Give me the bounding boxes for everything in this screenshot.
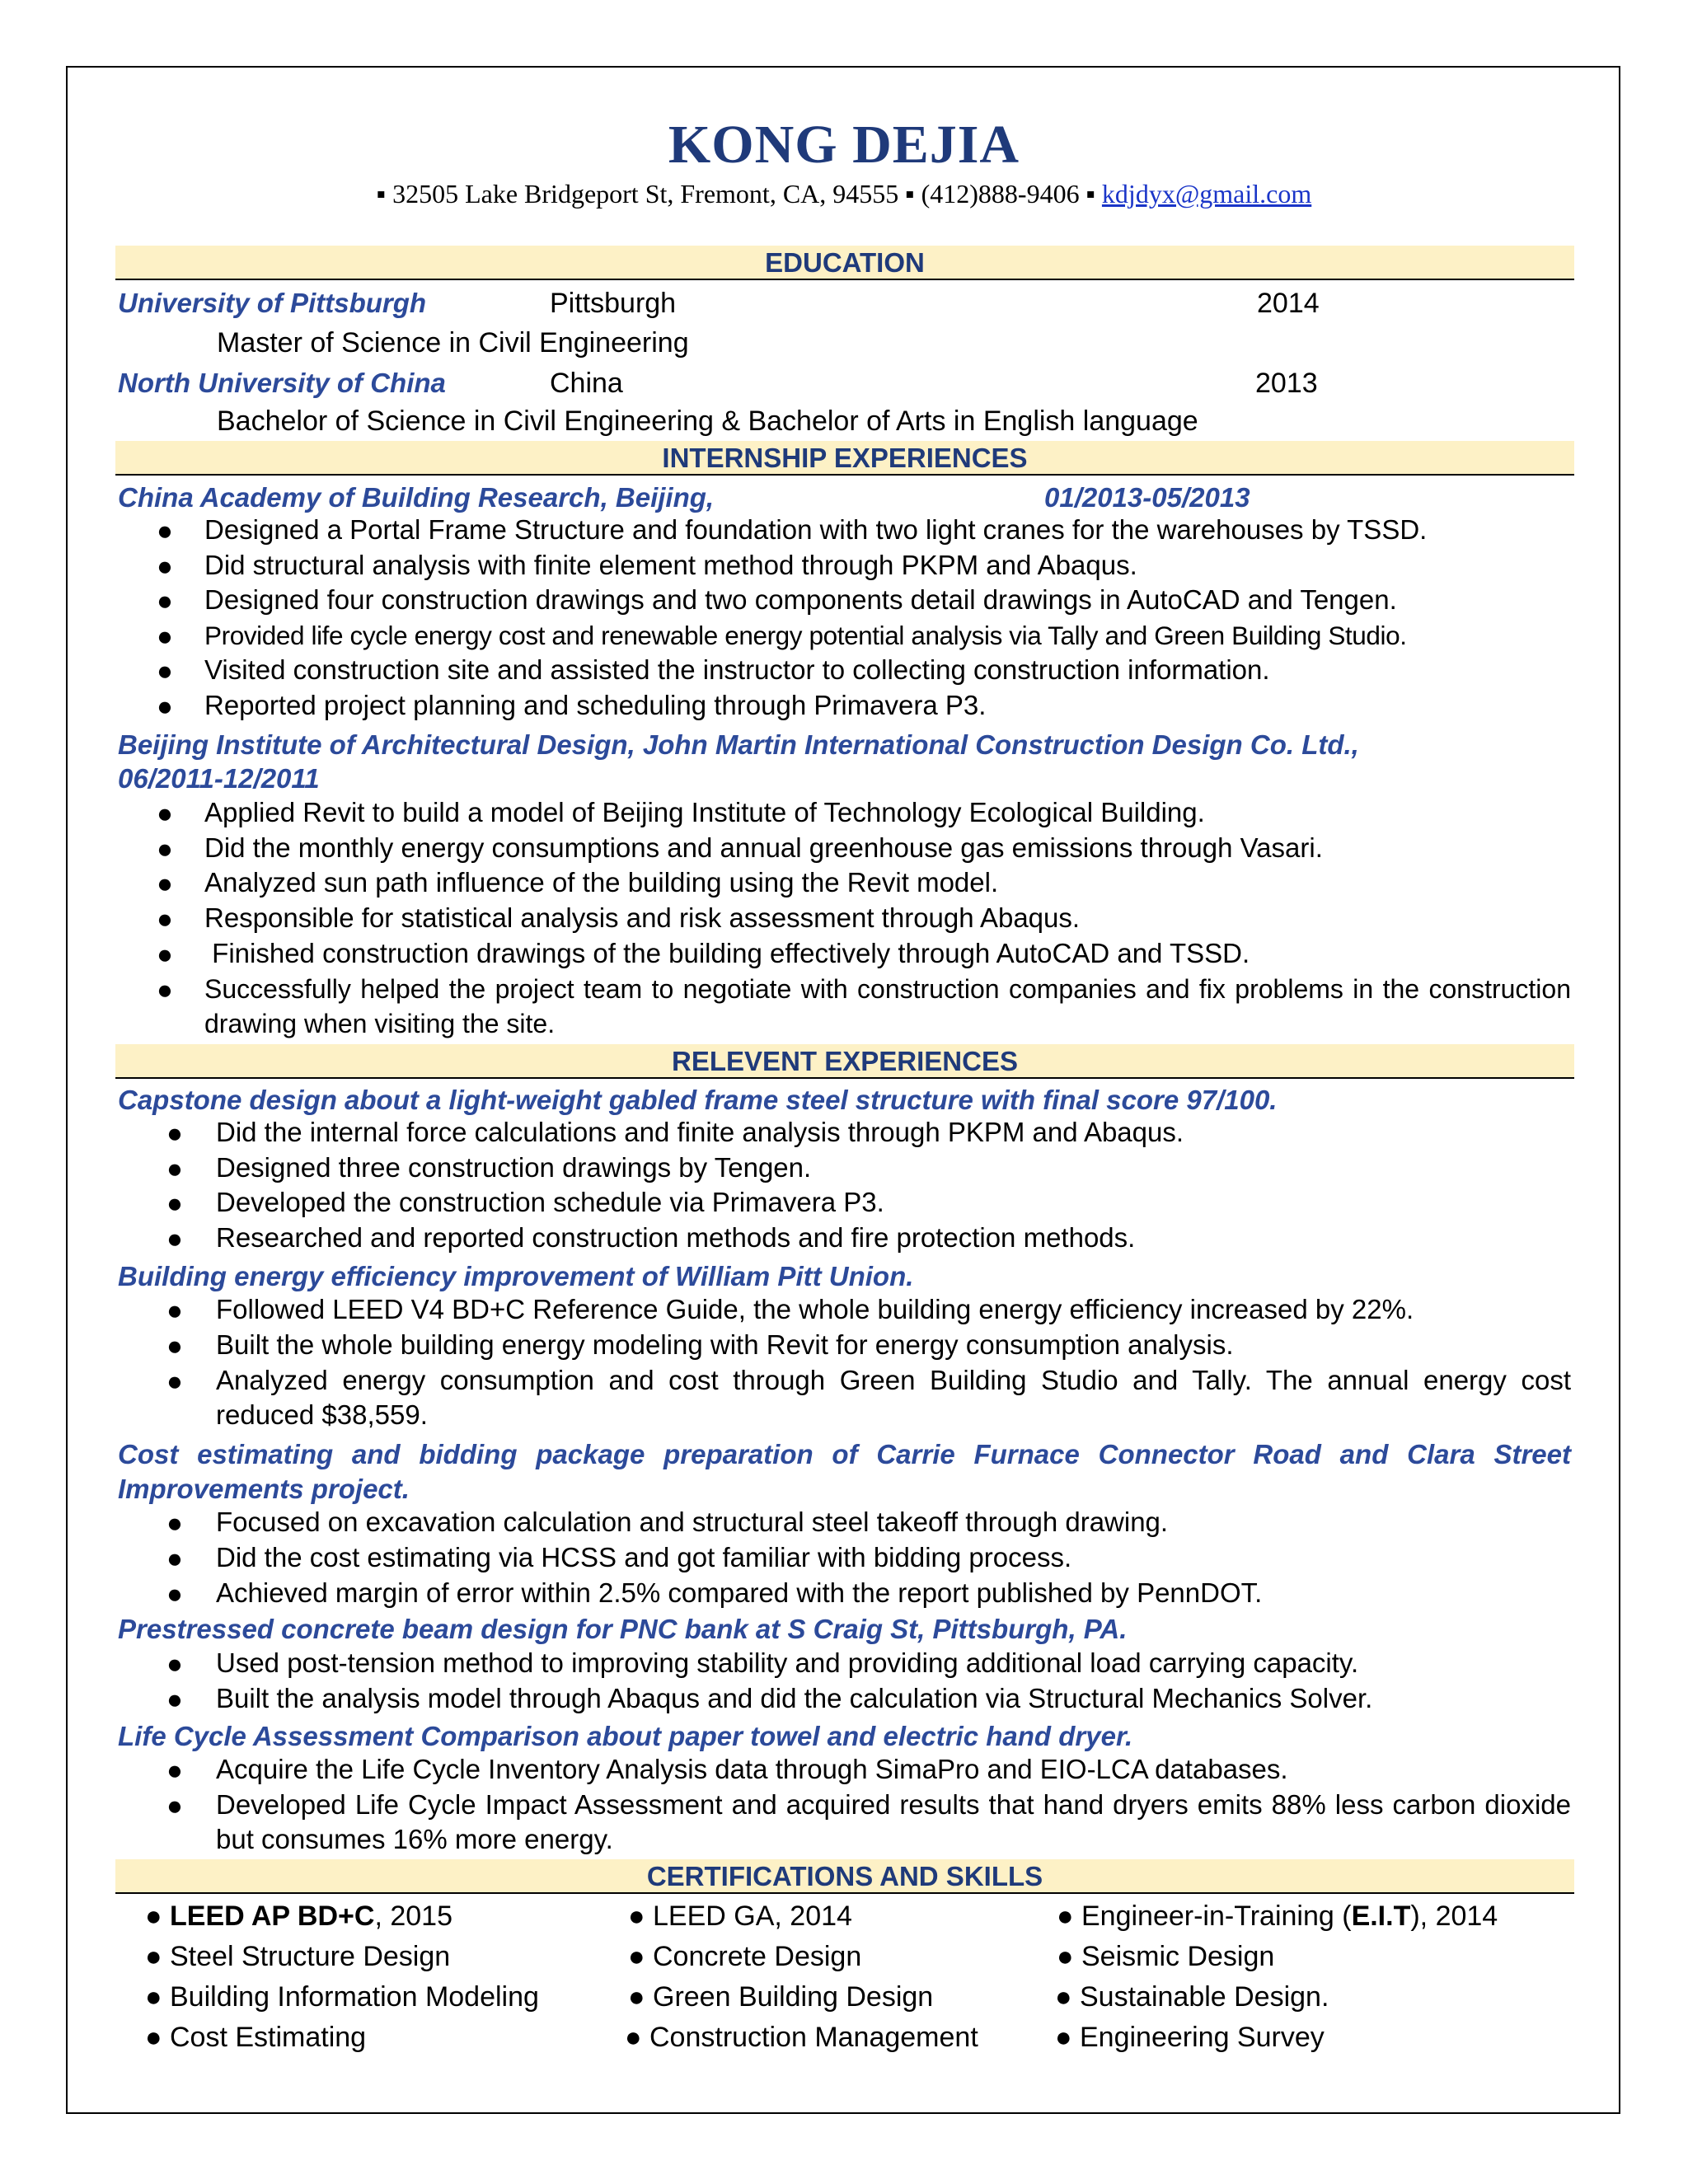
contact-details: ▪ 32505 Lake Bridgeport St, Fremont, CA, 94555 ▪ (412)888-9406 ▪ [376, 179, 1102, 209]
list-item: Applied Revit to build a model of Beijing Institute of Technology Ecological Building. [204, 797, 1205, 827]
list-item: Built the whole building energy modeling with Revit for energy consumption analysis. [216, 1329, 1234, 1360]
email-link[interactable]: kdjdyx@gmail.com [1101, 179, 1312, 209]
bullet-icon: ● [157, 515, 173, 546]
bullet-icon: ● [166, 1223, 183, 1254]
list-item: Developed the construction schedule via Primavera P3. [216, 1187, 884, 1217]
skill-item: ● Cost Estimating [145, 2022, 367, 2053]
list-item: Responsible for statistical analysis and risk assessment through Abaqus. [204, 902, 1081, 933]
bullet-icon: ● [157, 903, 173, 934]
bullet-icon: ● [157, 833, 173, 864]
bullet-icon: ● [145, 2022, 162, 2053]
bullet-icon: ● [166, 1295, 183, 1325]
bullet-icon: ● [628, 1941, 645, 1972]
list-item: Designed three construction drawings by Tengen. [216, 1152, 812, 1183]
internship-heading: INTERNSHIP EXPERIENCES [115, 441, 1574, 476]
bullet-icon: ● [166, 1543, 183, 1573]
bullet-icon: ● [157, 621, 173, 651]
skill-item: ● Building Information Modeling [145, 1981, 539, 2013]
bullet-icon: ● [157, 868, 173, 898]
bullet-icon: ● [1055, 2022, 1072, 2053]
bullet-icon: ● [145, 1900, 162, 1932]
bullet-icon: ● [166, 1118, 183, 1148]
skill-item: ● Concrete Design [628, 1941, 862, 1972]
job-dates: 01/2013-05/2013 [1044, 482, 1250, 513]
list-item: Visited construction site and assisted the instructor to collecting construction information. [204, 654, 1270, 685]
list-item: Finished construction drawings of the building effectively through AutoCAD and TSSD. [204, 938, 1250, 968]
list-item: Built the analysis model through Abaqus and did the calculation via Structural Mechanics Solver. [216, 1683, 1373, 1713]
school-location: Pittsburgh [550, 288, 677, 319]
school-location: China [550, 368, 623, 399]
bullet-icon: ● [166, 1330, 183, 1361]
school-name: University of Pittsburgh [118, 288, 427, 318]
bullet-icon: ● [157, 691, 173, 721]
skill-item: ● Engineering Survey [1055, 2022, 1325, 2053]
bullet-icon: ● [166, 1648, 183, 1679]
bullet-icon: ● [1055, 1981, 1072, 2013]
degree: Bachelor of Science in Civil Engineering & Bachelor of Arts in English language [217, 405, 1198, 437]
bullet-icon: ● [166, 1507, 183, 1538]
skill-item: ● Green Building Design [628, 1981, 934, 2013]
bullet-icon: ● [166, 1578, 183, 1609]
bullet-icon: ● [1057, 1941, 1074, 1972]
skill-item: ● LEED GA, 2014 [628, 1900, 852, 1932]
list-item: Did the internal force calculations and finite analysis through PKPM and Abaqus. [216, 1117, 1184, 1147]
skill-item: ● Steel Structure Design [145, 1941, 451, 1972]
list-item: Did the monthly energy consumptions and annual greenhouse gas emissions through Vasari. [204, 832, 1323, 863]
bullet-icon: ● [145, 1941, 162, 1972]
skill-item: ● Engineer-in-Training (E.I.T), 2014 [1057, 1900, 1498, 1932]
certifications-heading: CERTIFICATIONS AND SKILLS [115, 1859, 1574, 1894]
degree: Master of Science in Civil Engineering [217, 327, 689, 359]
candidate-name: KONG DEJIA [668, 115, 1020, 175]
list-item: Analyzed sun path influence of the building using the Revit model. [204, 867, 999, 898]
contact-line [0, 179, 1688, 209]
project-title: Life Cycle Assessment Comparison about paper towel and electric hand dryer. [118, 1721, 1133, 1751]
bullet-icon: ● [166, 1755, 183, 1785]
school-name: North University of China [118, 368, 446, 398]
list-item: Designed four construction drawings and two components detail drawings in AutoCAD and Tengen. [204, 584, 1397, 615]
list-item: Acquire the Life Cycle Inventory Analysis data through SimaPro and EIO-LCA databases. [216, 1754, 1288, 1784]
list-item: Developed Life Cycle Impact Assessment and acquired results that hand dryers emits 88% less carbon dioxide but consumes 16% more energy. [216, 1789, 1571, 1854]
list-item: Did structural analysis with finite element method through PKPM and Abaqus. [204, 550, 1137, 580]
list-item: Followed LEED V4 BD+C Reference Guide, the whole building energy efficiency increased by 22%. [216, 1294, 1414, 1324]
bullet-icon: ● [166, 1790, 183, 1821]
bullet-icon: ● [157, 798, 173, 828]
list-item: Provided life cycle energy cost and renewable energy potential analysis via Tally and Green Building Studio. [204, 621, 1407, 650]
bullet-icon: ● [157, 585, 173, 616]
list-item: Used post-tension method to improving stability and providing additional load carrying capacity. [216, 1647, 1359, 1678]
bullet-icon: ● [166, 1366, 183, 1396]
bullet-icon: ● [1057, 1900, 1074, 1932]
bullet-icon: ● [157, 974, 173, 1005]
list-item: Did the cost estimating via HCSS and got familiar with bidding process. [216, 1542, 1072, 1572]
bullet-icon: ● [157, 551, 173, 581]
job-org: China Academy of Building Research, Beijing, [118, 482, 715, 513]
bullet-icon: ● [145, 1981, 162, 2013]
school-year: 2013 [1255, 368, 1318, 399]
education-heading: EDUCATION [115, 246, 1574, 280]
skill-item: ● Sustainable Design. [1055, 1981, 1329, 2013]
project-title: Cost estimating and bidding package preparation of Carrie Furnace Connector Road and Clara Street Improvements project. [118, 1439, 1571, 1504]
list-item: Researched and reported construction methods and fire protection methods. [216, 1222, 1136, 1253]
list-item: Achieved margin of error within 2.5% compared with the report published by PennDOT. [216, 1577, 1263, 1608]
list-item: Focused on excavation calculation and structural steel takeoff through drawing. [216, 1507, 1169, 1537]
job-org: Beijing Institute of Architectural Design, John Martin International Construction Design Co. Ltd., [118, 729, 1359, 760]
bullet-icon: ● [157, 939, 173, 969]
list-item: Analyzed energy consumption and cost through Green Building Studio and Tally. The annual energy cost reduced $38,559. [216, 1365, 1571, 1430]
bullet-icon: ● [625, 2022, 642, 2053]
project-title: Building energy efficiency improvement of William Pitt Union. [118, 1261, 914, 1291]
skill-item: ● Seismic Design [1057, 1941, 1275, 1972]
list-item: Designed a Portal Frame Structure and foundation with two light cranes for the warehouses by TSSD. [204, 514, 1428, 545]
project-title: Capstone design about a light-weight gabled frame steel structure with final score 97/100. [118, 1085, 1278, 1115]
bullet-icon: ● [166, 1153, 183, 1183]
bullet-icon: ● [628, 1981, 645, 2013]
list-item: Successfully helped the project team to negotiate with construction companies and fix problems in the construction drawing when visiting the site. [204, 974, 1571, 1038]
school-year: 2014 [1257, 288, 1320, 319]
bullet-icon: ● [628, 1900, 645, 1932]
list-item: Reported project planning and scheduling through Primavera P3. [204, 690, 987, 720]
bullet-icon: ● [157, 655, 173, 686]
job-dates: 06/2011-12/2011 [118, 763, 320, 794]
relevant-heading: RELEVENT EXPERIENCES [115, 1044, 1574, 1079]
skill-item: ● Construction Management [625, 2022, 978, 2053]
project-title: Prestressed concrete beam design for PNC bank at S Craig St, Pittsburgh, PA. [118, 1614, 1128, 1644]
skill-item: ● LEED AP BD+C, 2015 [145, 1900, 452, 1932]
bullet-icon: ● [166, 1684, 183, 1714]
bullet-icon: ● [166, 1188, 183, 1218]
